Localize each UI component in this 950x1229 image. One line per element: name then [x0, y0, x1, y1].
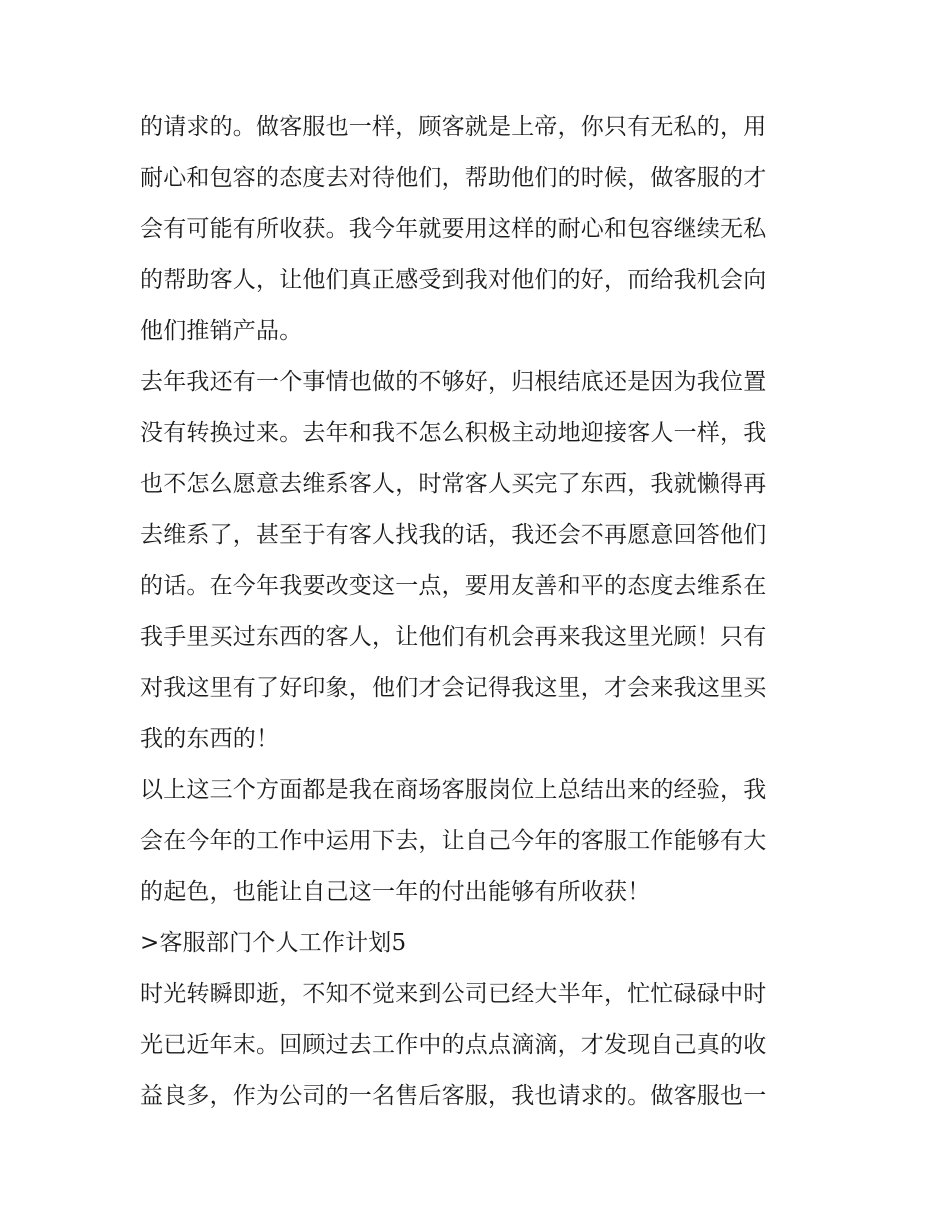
text-line: 去维系了，甚至于有客人找我的话，我还会不再愿意回答他们	[140, 522, 767, 548]
text-line: 的帮助客人，让他们真正感受到我对他们的好，而给我机会向	[140, 267, 767, 293]
text-line: 的请求的。做客服也一样，顾客就是上帝，你只有无私的，用	[140, 114, 767, 140]
text-line: 时光转瞬即逝，不知不觉来到公司已经大半年，忙忙碌碌中时	[140, 981, 767, 1007]
text-line: 我的东西的！	[140, 726, 280, 752]
text-line: 以上这三个方面都是我在商场客服岗位上总结出来的经验，我	[140, 777, 767, 803]
text-line: 的起色，也能让自己这一年的付出能够有所收获！	[140, 879, 651, 905]
text-line: 也不怎么愿意去维系客人，时常客人买完了东西，我就懒得再	[140, 471, 767, 497]
text-line: 光已近年末。回顾过去工作中的点点滴滴，才发现自己真的收	[140, 1032, 767, 1058]
document-page	[140, 102, 820, 1122]
text-line: 他们推销产品。	[140, 318, 303, 344]
text-line: 的话。在今年我要改变这一点，要用友善和平的态度去维系在	[140, 573, 767, 599]
text-line: 我手里买过东西的客人，让他们有机会再来我这里光顾！只有	[140, 624, 767, 650]
text-line: 对我这里有了好印象，他们才会记得我这里，才会来我这里买	[140, 675, 767, 701]
text-line: 益良多，作为公司的一名售后客服，我也请求的。做客服也一	[140, 1083, 767, 1109]
text-line: 会在今年的工作中运用下去，让自己今年的客服工作能够有大	[140, 828, 767, 854]
text-line: 会有可能有所收获。我今年就要用这样的耐心和包容继续无私	[140, 216, 767, 242]
text-line: 耐心和包容的态度去对待他们，帮助他们的时候，做客服的才	[140, 165, 767, 191]
text-line: 去年我还有一个事情也做的不够好，归根结底还是因为我位置	[140, 369, 767, 395]
text-line: 没有转换过来。去年和我不怎么积极主动地迎接客人一样，我	[140, 420, 767, 446]
section-heading: >客服部门个人工作计划5	[140, 930, 407, 956]
